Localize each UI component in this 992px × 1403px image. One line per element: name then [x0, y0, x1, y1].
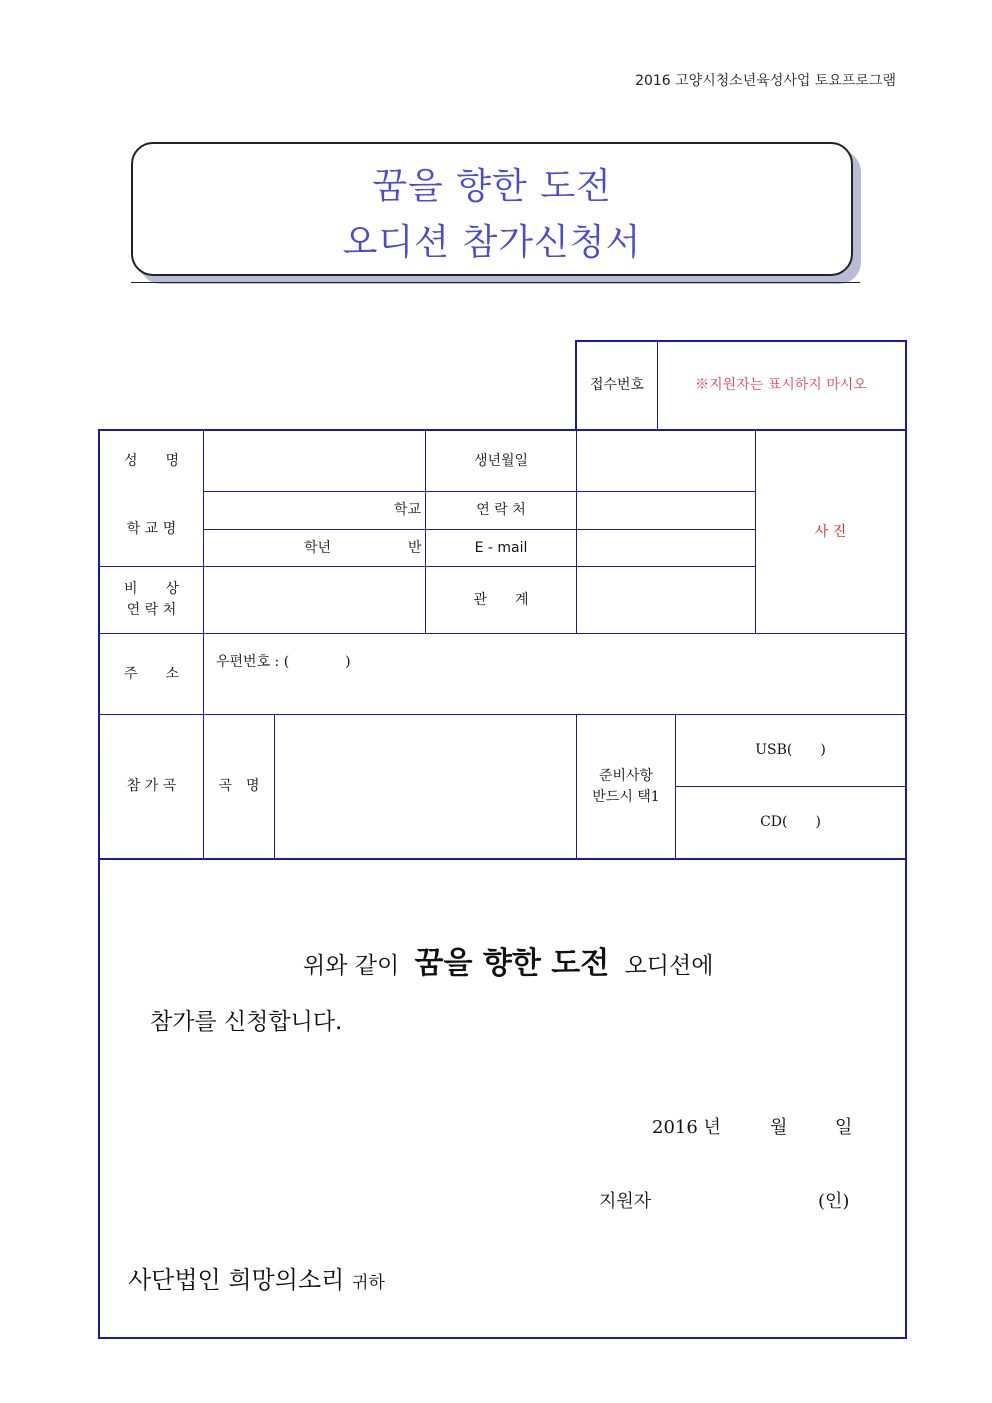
- date-day: 일: [835, 1117, 853, 1138]
- song-name-field[interactable]: [275, 715, 576, 858]
- addressee-line: [128, 1260, 385, 1295]
- applicant-label: 지원자: [599, 1191, 652, 1212]
- grade-class-field[interactable]: [204, 530, 425, 566]
- grade-label: 학년: [304, 540, 332, 556]
- title-box: [131, 142, 853, 276]
- contact-label: 연 락 처: [476, 502, 526, 518]
- relation-field[interactable]: [577, 567, 755, 633]
- title-line-2: 오디션 참가신청서: [342, 222, 642, 263]
- birth-field[interactable]: [577, 431, 755, 491]
- school-field[interactable]: [204, 492, 425, 529]
- declaration-line-2: 참가를 신청합니다.: [150, 1009, 343, 1035]
- name-field[interactable]: [204, 431, 425, 491]
- emergency-label-1: 비 상: [123, 581, 180, 597]
- emergency-label-2: 연 락 처: [126, 602, 177, 618]
- cd-option[interactable]: CD( ): [760, 814, 821, 830]
- address-label: 주 소: [123, 665, 180, 682]
- name-label: 성 명: [123, 452, 180, 469]
- date-year: 2016 년: [652, 1117, 721, 1138]
- receipt-number-label: 접수번호: [589, 377, 645, 393]
- program-note: 2016 고양시청소년육성사업 토요프로그램: [635, 73, 896, 89]
- declaration-event-name: 꿈을 향한 도전: [414, 946, 610, 981]
- song-name-label: 곡 명: [218, 778, 260, 794]
- school-suffix: 학교: [393, 502, 421, 518]
- song-section-label: 참 가 곡: [126, 778, 177, 794]
- email-field[interactable]: [577, 530, 755, 566]
- date-month: 월: [770, 1117, 788, 1138]
- title-line-1: 꿈을 향한 도전: [372, 166, 612, 207]
- prep-label: [577, 715, 675, 858]
- class-label: 반: [408, 540, 422, 556]
- prep-label-2: 반드시 택1: [592, 788, 660, 805]
- birth-label: 생년월일: [473, 452, 529, 469]
- school-label: 학 교 명: [126, 520, 177, 537]
- relation-label: 관 계: [473, 591, 529, 608]
- email-label: E - mail: [474, 539, 528, 556]
- address-field[interactable]: [204, 634, 905, 714]
- honorific: 귀하: [351, 1273, 385, 1293]
- usb-option[interactable]: USB( ): [755, 742, 826, 758]
- emergency-field[interactable]: [204, 567, 425, 633]
- declaration-line-1: [303, 938, 713, 982]
- receipt-note: ※지원자는 표시하지 마시오: [695, 377, 867, 393]
- declaration-text-c: 오디션에: [624, 953, 714, 979]
- emergency-label: [100, 567, 203, 633]
- postal-code-label: 우편번호 : ( ): [216, 654, 351, 670]
- addressee: 사단법인 희망의소리: [128, 1266, 345, 1294]
- prep-label-1: 준비사항: [598, 767, 654, 784]
- title-underline: [131, 282, 860, 283]
- declaration-text-a: 위와 같이: [303, 953, 400, 979]
- seal-label: (인): [818, 1191, 850, 1212]
- photo-area[interactable]: 사 진: [814, 523, 847, 540]
- contact-field[interactable]: [577, 492, 755, 529]
